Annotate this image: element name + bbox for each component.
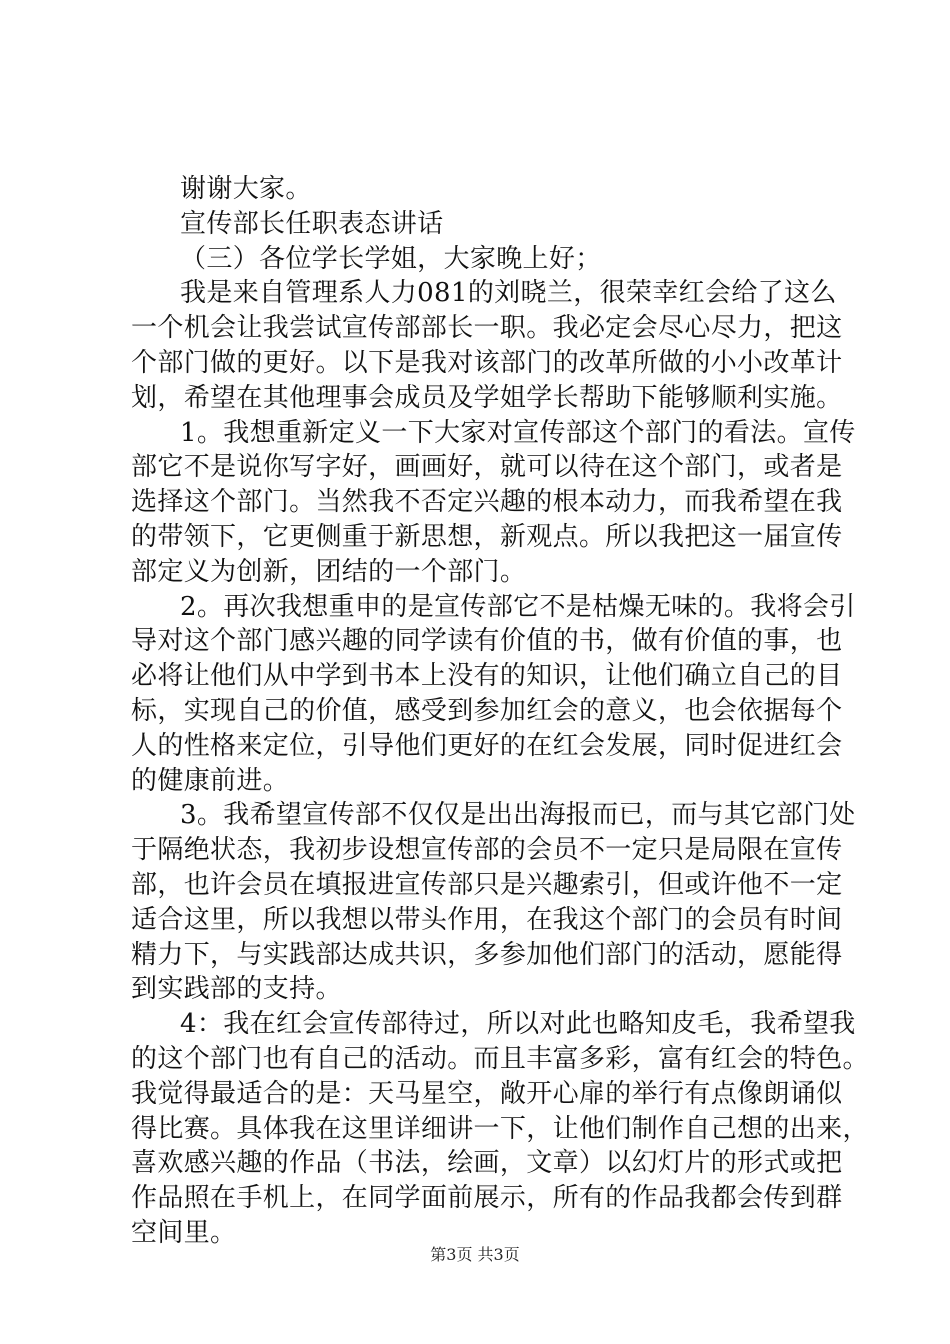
- text-line: 宣传部长任职表态讲话: [180, 208, 444, 239]
- text-line: 划，希望在其他理事会成员及学姐学长帮助下能够顺利实施。: [131, 382, 843, 413]
- text-line: 喜欢感兴趣的作品（书法，绘画，文章）以幻灯片的形式或把: [131, 1148, 843, 1179]
- page-footer: [0, 1244, 950, 1266]
- text-line: 个部门做的更好。以下是我对该部门的改革所做的小小改革计: [131, 347, 843, 378]
- text-line: （三）各位学长学姐，大家晚上好；: [180, 243, 602, 274]
- text-line: 导对这个部门感兴趣的同学读有价值的书，做有价值的事，也: [131, 626, 843, 657]
- text-line: 空间里。: [131, 1217, 237, 1248]
- text-line: 精力下，与实践部达成共识，多参加他们部门的活动，愿能得: [131, 939, 843, 970]
- text-line: 适合这里，所以我想以带头作用，在我这个部门的会员有时间: [131, 904, 843, 935]
- text-line: 人的性格来定位，引导他们更好的在红会发展，同时促进红会: [131, 730, 843, 761]
- text-line: 一个机会让我尝试宣传部部长一职。我必定会尽心尽力，把这: [131, 313, 843, 344]
- text-line: 我觉得最适合的是：天马星空，敞开心扉的举行有点像朗诵似: [131, 1078, 843, 1109]
- page-number: 第3页 共3页: [430, 1245, 520, 1264]
- text-line: 谢谢大家。: [180, 174, 312, 204]
- text-line: 标，实现自己的价值，感受到参加红会的意义，也会依据每个: [131, 695, 843, 726]
- text-line: 作品照在手机上，在同学面前展示，所有的作品我都会传到群: [131, 1183, 843, 1214]
- text-line: 得比赛。具体我在这里详细讲一下，让他们制作自己想的出来，: [131, 1113, 869, 1144]
- text-line: 的带领下，它更侧重于新思想，新观点。所以我把这一届宣传: [131, 521, 843, 552]
- text-line: 部，也许会员在填报进宣传部只是兴趣索引，但或许他不一定: [131, 869, 843, 900]
- body-text: [131, 172, 869, 1251]
- text-line: 我是来自管理系人力081的刘晓兰，很荣幸红会给了这么: [180, 278, 837, 309]
- text-line: 部定义为创新，团结的一个部门。: [131, 556, 527, 587]
- text-line: 选择这个部门。当然我不否定兴趣的根本动力，而我希望在我: [131, 487, 843, 518]
- text-line: 到实践部的支持。: [131, 974, 342, 1005]
- text-line: 的这个部门也有自己的活动。而且丰富多彩，富有红会的特色。: [131, 1043, 869, 1074]
- text-line: 于隔绝状态，我初步设想宣传部的会员不一定只是局限在宣传: [131, 835, 843, 866]
- text-line: 4：我在红会宣传部待过，所以对此也略知皮毛，我希望我: [180, 1009, 856, 1040]
- text-line: 1。我想重新定义一下大家对宣传部这个部门的看法。宣传: [180, 417, 856, 448]
- text-line: 2。再次我想重申的是宣传部它不是枯燥无味的。我将会引: [180, 591, 856, 622]
- text-line: 部它不是说你写字好，画画好，就可以待在这个部门，或者是: [131, 452, 843, 483]
- text-line: 3。我希望宣传部不仅仅是出出海报而已，而与其它部门处: [180, 800, 856, 831]
- text-line: 的健康前进。: [131, 765, 290, 796]
- text-line: 必将让他们从中学到书本上没有的知识，让他们确立自己的目: [131, 661, 843, 692]
- document-body: [131, 172, 869, 1251]
